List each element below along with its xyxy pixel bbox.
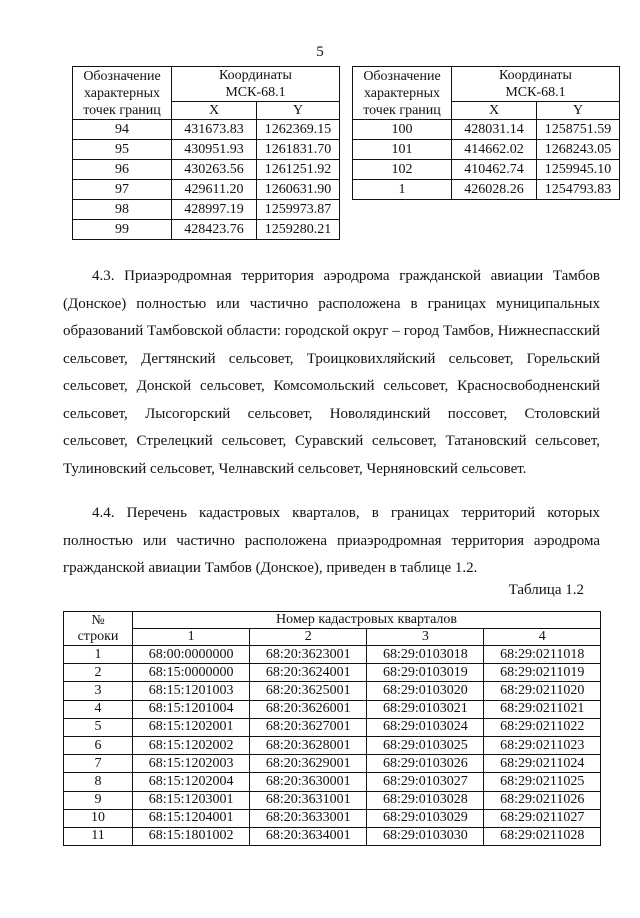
table-cell: 97 (73, 180, 172, 200)
table-cell: 68:20:3627001 (250, 718, 367, 736)
table-cell: 68:20:3630001 (250, 773, 367, 791)
table-row (353, 160, 620, 180)
table-row (64, 736, 601, 754)
header-label-line: характерных (83, 85, 161, 101)
table-cell: 68:20:3623001 (250, 646, 367, 664)
table-cell: 68:29:0211018 (484, 646, 601, 664)
table-cell: 414662.02 (452, 140, 537, 160)
table-cell: 68:20:3625001 (250, 682, 367, 700)
table-row (64, 718, 601, 736)
table-cell: 429611.20 (172, 180, 257, 200)
table-cell: 68:29:0211026 (484, 791, 601, 809)
table-cell: 68:29:0103018 (367, 646, 484, 664)
table-cell: 68:15:1202002 (133, 736, 250, 754)
header-x: X (172, 102, 257, 120)
table-row (353, 140, 620, 160)
table-cell: 68:15:1202001 (133, 718, 250, 736)
header-label-line: Обозначение (83, 68, 161, 84)
table-cell: 5 (64, 718, 133, 736)
table-cell: 68:29:0211019 (484, 664, 601, 682)
table-row (73, 160, 340, 180)
table-cell: 68:29:0103021 (367, 700, 484, 718)
table-cell: 68:15:1801002 (133, 827, 250, 845)
table-row (64, 791, 601, 809)
cadastral-quarters-table (63, 611, 601, 846)
table-cell: 68:29:0211027 (484, 809, 601, 827)
table-cell: 428031.14 (452, 120, 537, 140)
table-cell: 100 (353, 120, 452, 140)
table-cell: 98 (73, 200, 172, 220)
table-row (73, 200, 340, 220)
table-cell: 1 (64, 646, 133, 664)
table-cell: 2 (64, 664, 133, 682)
table-cell: 9 (64, 791, 133, 809)
table-cell: 3 (64, 682, 133, 700)
table-cell: 1268243.05 (537, 140, 620, 160)
table-cell: 1261251.92 (257, 160, 340, 180)
table-cell: 1258751.59 (537, 120, 620, 140)
table-cell: 428423.76 (172, 220, 257, 240)
table-cell: 1260631.90 (257, 180, 340, 200)
table-cell: 68:29:0103020 (367, 682, 484, 700)
table-caption: Таблица 1.2 (508, 582, 584, 598)
table-row (64, 700, 601, 718)
header-label-line: точек границ (83, 102, 161, 118)
table-cell: 68:29:0211020 (484, 682, 601, 700)
table-cell: 95 (73, 140, 172, 160)
table-cell: 68:29:0103030 (367, 827, 484, 845)
table-row (73, 220, 340, 240)
table-cell: 68:15:1202004 (133, 773, 250, 791)
header-y: Y (257, 102, 340, 120)
table-cell: 68:20:3626001 (250, 700, 367, 718)
header-label-line: характерных (363, 85, 441, 101)
table-row (64, 809, 601, 827)
header-col-1: 1 (133, 629, 250, 646)
header-col-2: 2 (250, 629, 367, 646)
page-number: 5 (316, 44, 324, 60)
table-cell: 430263.56 (172, 160, 257, 180)
table-cell: 68:29:0103024 (367, 718, 484, 736)
table-cell: 68:15:1201004 (133, 700, 250, 718)
table-row (64, 827, 601, 845)
header-x: X (452, 102, 537, 120)
table-cell: 68:15:1203001 (133, 791, 250, 809)
paragraph-4-3: 4.3. Приаэродромная территория аэродрома гражданской авиации Тамбов (Донское) полностью или частично расположена в границах муниципальных образований Тамбовской области: городской округ – город Тамбов, Нижнеспасский сельсовет, Дегтянский сельсовет, Троицковихляйский сельсовет, Горельский сельсовет, Донской сельсовет, Комсомольский сельсовет, Красносвободненский сельсовет, Лысогорский сельсовет, Новолядинский поссовет, Столовский сельсовет, Стрелецкий сельсовет, Суравский сельсовет, Татановский сельсовет, Тулиновский сельсовет, Челнавский сельсовет, Черняновский сельсовет. (63, 268, 600, 477)
table-cell: 94 (73, 120, 172, 140)
table-cell: 1259945.10 (537, 160, 620, 180)
header-system-line: МСК-68.1 (225, 85, 286, 100)
table-cell: 68:15:1202003 (133, 755, 250, 773)
coordinates-table-right (352, 66, 620, 200)
table-cell: 1259280.21 (257, 220, 340, 240)
table-cell: 68:15:1201003 (133, 682, 250, 700)
table-cell: 7 (64, 755, 133, 773)
table-cell: 1259973.87 (257, 200, 340, 220)
header-label-line: точек границ (363, 102, 441, 118)
header-col-4: 4 (484, 629, 601, 646)
table-cell: 426028.26 (452, 180, 537, 200)
table-cell: 430951.93 (172, 140, 257, 160)
header-col-3: 3 (367, 629, 484, 646)
table-row (64, 664, 601, 682)
table-cell: 8 (64, 773, 133, 791)
table-cell: 68:29:0103019 (367, 664, 484, 682)
table-cell: 68:00:0000000 (133, 646, 250, 664)
table-row (64, 682, 601, 700)
header-cadastral-numbers: Номер кадастровых кварталов (133, 612, 601, 629)
header-system-line: МСК-68.1 (505, 85, 566, 100)
table-row (73, 180, 340, 200)
table-cell: 68:29:0211028 (484, 827, 601, 845)
table-cell: 68:20:3633001 (250, 809, 367, 827)
table-cell: 6 (64, 736, 133, 754)
table-cell: 68:29:0103027 (367, 773, 484, 791)
table-cell: 68:29:0211021 (484, 700, 601, 718)
table-cell: 431673.83 (172, 120, 257, 140)
header-y: Y (537, 102, 620, 120)
table-cell: 68:29:0211025 (484, 773, 601, 791)
header-system-line: Координаты (219, 68, 292, 83)
header-label (353, 67, 452, 120)
table-cell: 1254793.83 (537, 180, 620, 200)
table-cell: 68:20:3629001 (250, 755, 367, 773)
table-cell: 102 (353, 160, 452, 180)
table-cell: 68:29:0211024 (484, 755, 601, 773)
table-cell: 101 (353, 140, 452, 160)
table-row (353, 120, 620, 140)
table-cell: 11 (64, 827, 133, 845)
table-cell: 68:29:0103029 (367, 809, 484, 827)
header-label-line: Обозначение (363, 68, 441, 84)
table-row (73, 140, 340, 160)
header-coordinate-system (452, 67, 620, 102)
coordinates-table-left (72, 66, 340, 240)
table-cell: 410462.74 (452, 160, 537, 180)
table-cell: 68:20:3631001 (250, 791, 367, 809)
table-cell: 4 (64, 700, 133, 718)
table-row (64, 755, 601, 773)
table-cell: 68:29:0103028 (367, 791, 484, 809)
header-row-number-line: строки (77, 628, 119, 644)
header-system-line: Координаты (499, 68, 572, 83)
table-cell: 68:29:0211022 (484, 718, 601, 736)
table-cell: 10 (64, 809, 133, 827)
header-label (73, 67, 172, 120)
table-cell: 96 (73, 160, 172, 180)
table-row (353, 180, 620, 200)
table-row (64, 773, 601, 791)
table-row (73, 120, 340, 140)
table-cell: 68:15:0000000 (133, 664, 250, 682)
table-cell: 1261831.70 (257, 140, 340, 160)
table-cell: 99 (73, 220, 172, 240)
paragraph-4-4: 4.4. Перечень кадастровых кварталов, в границах территорий которых полностью или частично расположена приаэродромная территория аэродрома гражданской авиации Тамбов (Донское), приведен в таблице 1.2. (63, 505, 600, 576)
table-cell: 68:29:0103026 (367, 755, 484, 773)
header-row-number-line: № (91, 612, 105, 628)
table-row (64, 646, 601, 664)
table-cell: 68:29:0211023 (484, 736, 601, 754)
table-cell: 68:20:3634001 (250, 827, 367, 845)
table-cell: 1262369.15 (257, 120, 340, 140)
header-row-number (64, 612, 133, 646)
table-cell: 68:29:0103025 (367, 736, 484, 754)
table-cell: 1 (353, 180, 452, 200)
header-coordinate-system (172, 67, 340, 102)
table-cell: 68:20:3624001 (250, 664, 367, 682)
table-cell: 68:15:1204001 (133, 809, 250, 827)
table-cell: 68:20:3628001 (250, 736, 367, 754)
table-cell: 428997.19 (172, 200, 257, 220)
